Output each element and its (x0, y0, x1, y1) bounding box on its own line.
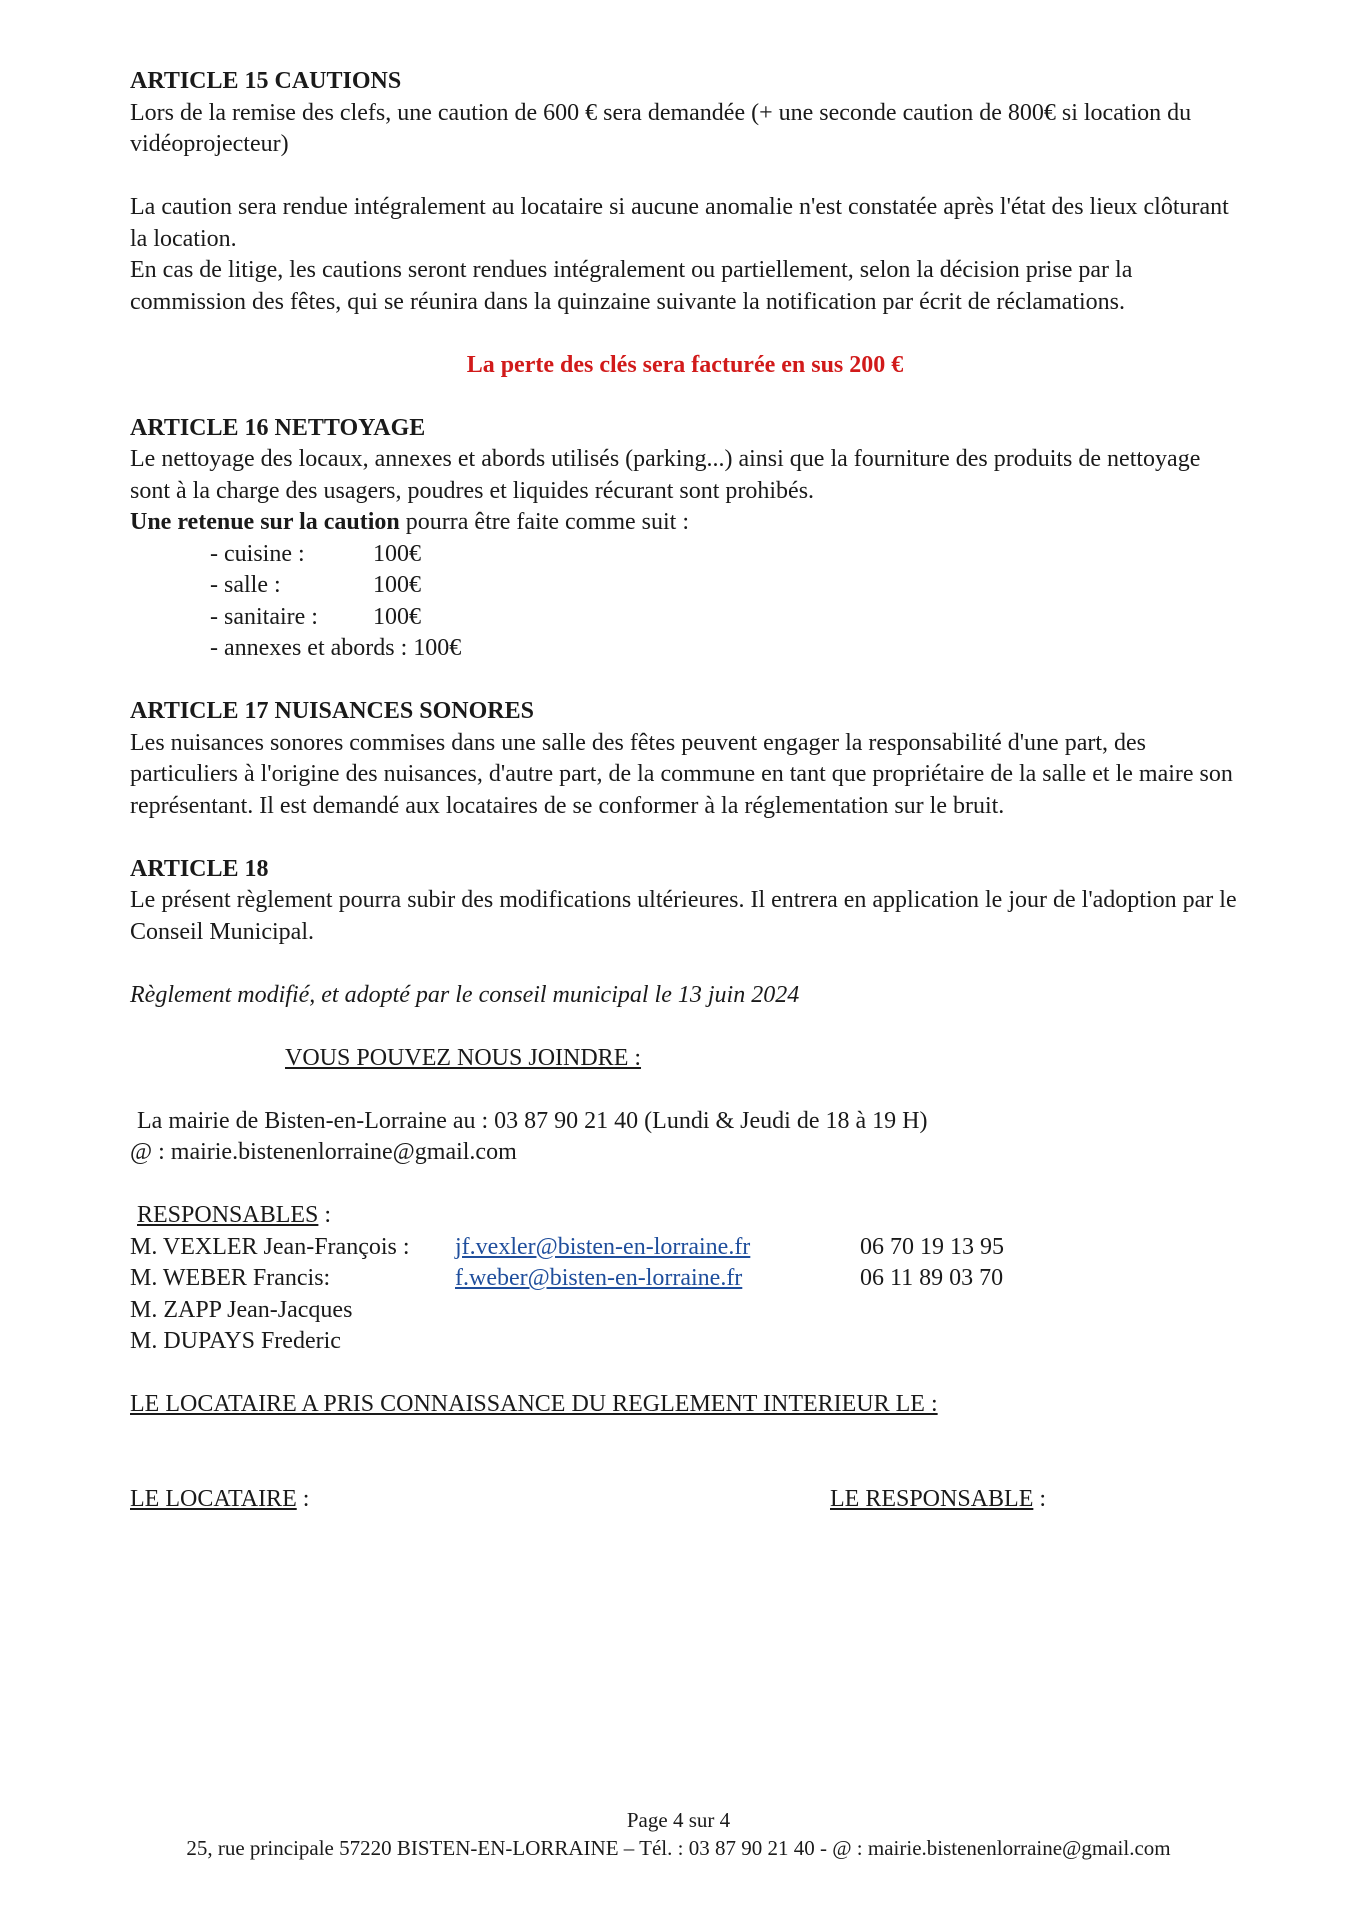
key-loss-warning: La perte des clés sera facturée en sus 200 € (466, 351, 904, 378)
article-17-heading: ARTICLE 17 NUISANCES SONORES (130, 698, 534, 724)
adoption-note: Règlement modifié, et adopté par le conseil municipal le 13 juin 2024 (130, 981, 800, 1008)
responsable-row (130, 1326, 1240, 1358)
list-item-label: - annexes et abords : (210, 635, 408, 661)
list-item-value: 100€ (373, 540, 421, 567)
responsable-row (130, 1295, 1240, 1327)
list-item (210, 570, 1240, 602)
responsable-email-link[interactable]: jf.vexler@bisten-en-lorraine.fr (455, 1233, 751, 1260)
responsable-name: M. WEBER Francis: (130, 1265, 331, 1291)
list-item-value: 100€ (413, 635, 462, 661)
article-16-paragraph-1: Le nettoyage des locaux, annexes et abords utilisés (parking...) ainsi que la fourniture des produits de nettoyage sont à la charge des usagers, poudres et liquides récurant sont prohibés. (130, 446, 1201, 504)
responsable-row (130, 1232, 1240, 1264)
footer-address: 25, rue principale 57220 BISTEN-EN-LORRAINE – Tél. : 03 87 90 21 40 - @ : mairie.bistenenlorraine@gmail.com (186, 1836, 1171, 1860)
article-18-heading: ARTICLE 18 (130, 855, 269, 882)
contact-heading: VOUS POUVEZ NOUS JOINDRE : (285, 1044, 642, 1071)
list-item-label: - sanitaire : (210, 603, 318, 630)
responsable-phone: 06 11 89 03 70 (860, 1265, 1004, 1291)
article-16-heading: ARTICLE 16 NETTOYAGE (130, 414, 426, 441)
responsables-heading: RESPONSABLES : (137, 1202, 332, 1228)
article-15-paragraph-1: Lors de la remise des clefs, une caution de 600 € sera demandée (+ une seconde caution de 800€ si location du vidéoprojecteur) (130, 99, 1192, 157)
responsable-name: M. DUPAYS Frederic (130, 1328, 341, 1354)
article-17-paragraph-1: Les nuisances sonores commises dans une salle des fêtes peuvent engager la responsabilité d'une part, des particuliers à l'origine des nuisances, d'autre part, de la commune en tant que propriétaire de la salle et le maire son représentant. Il est demandé aux locataires de se conformer à la réglementation sur le bruit. (130, 729, 1233, 819)
list-item-value: 100€ (373, 572, 421, 598)
retenue-rest-text: pourra être faite comme suit : (399, 509, 689, 535)
mairie-phone-line: La mairie de Bisten-en-Lorraine au : 03 87 90 21 40 (Lundi & Jeudi de 18 à 19 H) (137, 1107, 928, 1134)
document-page (130, 66, 1240, 1515)
list-item (210, 602, 1240, 634)
retenue-bold-text: Une retenue sur la caution (130, 509, 400, 535)
list-item-value: 100€ (373, 603, 421, 630)
list-item-label: - salle : (210, 572, 281, 598)
article-15-heading: ARTICLE 15 CAUTIONS (130, 68, 402, 94)
mairie-email-line: @ : mairie.bistenenlorraine@gmail.com (130, 1139, 517, 1165)
acknowledgement-line: LE LOCATAIRE A PRIS CONNAISSANCE DU REGLEMENT INTERIEUR LE : (130, 1391, 938, 1417)
article-15-paragraph-2: La caution sera rendue intégralement au locataire si aucune anomalie n'est constatée après l'état des lieux clôturant la location. (130, 194, 1229, 252)
retenue-line (130, 507, 1240, 539)
list-item (210, 539, 1240, 571)
retenue-list (130, 539, 1240, 665)
article-18-paragraph-1: Le présent règlement pourra subir des modifications ultérieures. Il entrera en application le jour de l'adoption par le Conseil Municipal. (130, 887, 1237, 945)
page-number: Page 4 sur 4 (626, 1808, 731, 1832)
responsable-name: M. ZAPP Jean-Jacques (130, 1296, 353, 1323)
list-item (210, 633, 1240, 665)
responsable-phone: 06 70 19 13 95 (860, 1233, 1004, 1260)
responsable-name: M. VEXLER Jean-François : (130, 1233, 410, 1260)
article-15-paragraph-3: En cas de litige, les cautions seront rendues intégralement ou partiellement, selon la décision prise par la commission des fêtes, qui se réunira dans la quinzaine suivante la notification par écrit de réclamations. (130, 257, 1133, 315)
responsable-row (130, 1263, 1240, 1295)
responsable-email-link[interactable]: f.weber@bisten-en-lorraine.fr (455, 1265, 743, 1291)
list-item-label: - cuisine : (210, 540, 305, 567)
responsable-signature-label: LE RESPONSABLE : (830, 1485, 1047, 1512)
locataire-signature-label: LE LOCATAIRE : (130, 1485, 310, 1512)
signature-row (130, 1484, 1240, 1516)
